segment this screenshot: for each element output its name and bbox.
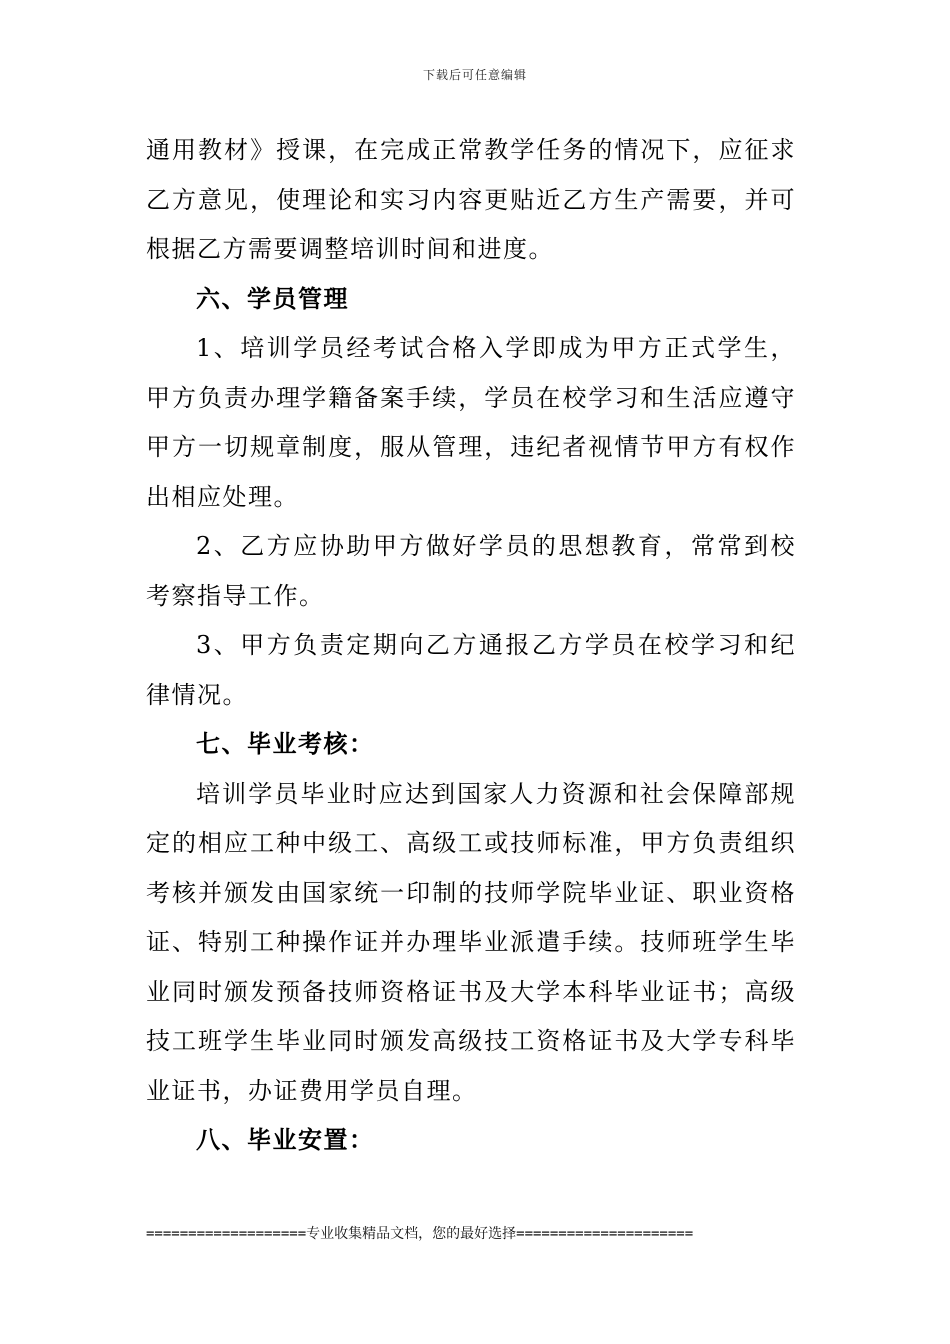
paragraph-student-management-1: 1、培训学员经考试合格入学即成为甲方正式学生，甲方负责办理学籍备案手续，学员在校学习和生活应遵守甲方一切规章制度，服从管理，违纪者视情节甲方有权作出相应处理。 — [146, 334, 796, 511]
paragraph-continued: 通用教材》授课，在完成正常教学任务的情况下，应征求乙方意见，使理论和实习内容更贴近乙方生产需要，并可根据乙方需要调整培训时间和进度。 — [146, 136, 796, 263]
paragraph-student-management-2: 2、乙方应协助甲方做好学员的思想教育，常常到校考察指导工作。 — [146, 532, 796, 610]
paragraph-graduation-assessment: 培训学员毕业时应达到国家人力资源和社会保障部规定的相应工种中级工、高级工或技师标准，甲方负责组织考核并颁发由国家统一印制的技师学院毕业证、职业资格证、特别工种操作证并办理毕业派遣手续。技师班学生毕业同时颁发预备技师资格证书及大学本科毕业证书；高级技工班学生毕业同时颁发高级技工资格证书及大学专科毕业证书，办证费用学员自理。 — [146, 779, 796, 1105]
page-header: 下载后可任意编辑 — [422, 68, 527, 82]
document-body — [146, 126, 796, 1166]
section-heading-graduation-assessment: 七、毕业考核： — [196, 730, 375, 758]
section-heading-student-management: 六、学员管理 — [196, 284, 349, 313]
paragraph-student-management-3: 3、甲方负责定期向乙方通报乙方学员在校学习和纪律情况。 — [146, 631, 796, 709]
page-footer: ===================专业收集精品文档，您的最好选择===================== — [146, 1226, 694, 1242]
section-heading-graduation-placement: 八、毕业安置： — [196, 1126, 375, 1154]
